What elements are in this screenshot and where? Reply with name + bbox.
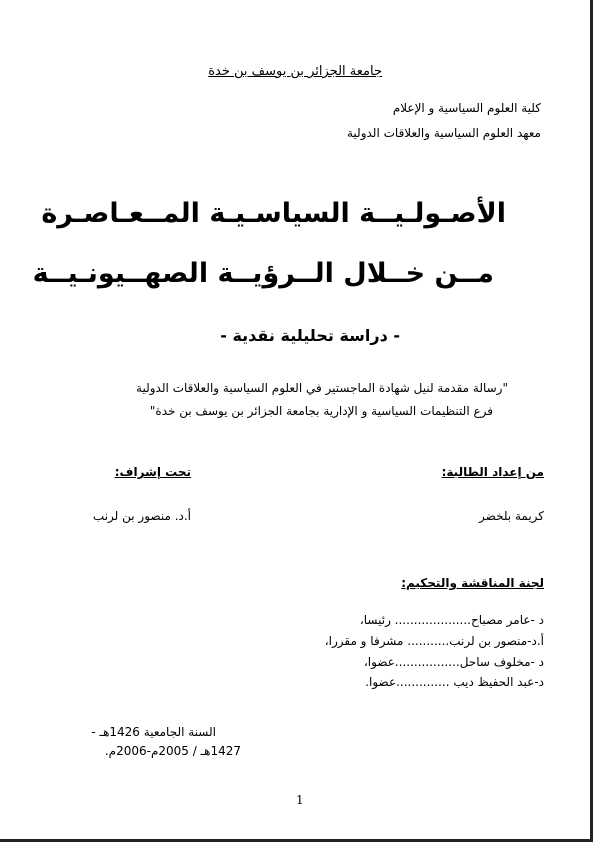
committee-member: د -عامر مصباح.................... رئيسا، [359,613,544,627]
academic-year-line-2: 1427هـ / 2005م-2006م. [104,744,241,758]
academic-year-line-1: السنة الجامعية 1426هـ - [91,725,216,739]
university-name: جامعة الجزائر بن يوسف بن خدة [208,64,382,79]
page-number: 1 [296,793,304,807]
supervisor-name: أ.د. منصور بن لرنب [92,509,191,523]
prepared-by-label: من إعداد الطالبة: [441,465,544,479]
title-line-2: مــن خــلال الــرؤيــة الصهــيونـيــة [32,258,494,289]
supervision-label: تحت إشراف: [114,465,191,479]
committee-member: د -مخلوف ساحل.................عضوا، [363,655,544,669]
committee-label: لجنة المناقشة والتحكيم: [401,576,544,590]
institute-name: معهد العلوم السياسية والعلاقات الدولية [347,126,541,140]
subtitle: - دراسة تحليلية نقدية - [220,326,400,345]
faculty-name: كلية العلوم السياسية و الإعلام [392,101,541,115]
title-line-1: الأصـولـيــة السياسـيـة المــعـاصـرة [41,198,506,229]
committee-member: أ.د-منصور بن لرنب........... مشرفا و مقررا، [324,634,544,648]
thesis-line-1: "رسالة مقدمة لنيل شهادة الماجستير في العلوم السياسية والعلاقات الدولية [136,381,508,395]
committee-member: د-عبد الحفيظ ديب ..............عضوا. [365,675,544,689]
thesis-line-2: فرع التنظيمات السياسية و الإدارية بجامعة الجزائر بن يوسف بن خدة" [149,404,493,418]
student-name: كريمة بلخضر [479,509,544,523]
